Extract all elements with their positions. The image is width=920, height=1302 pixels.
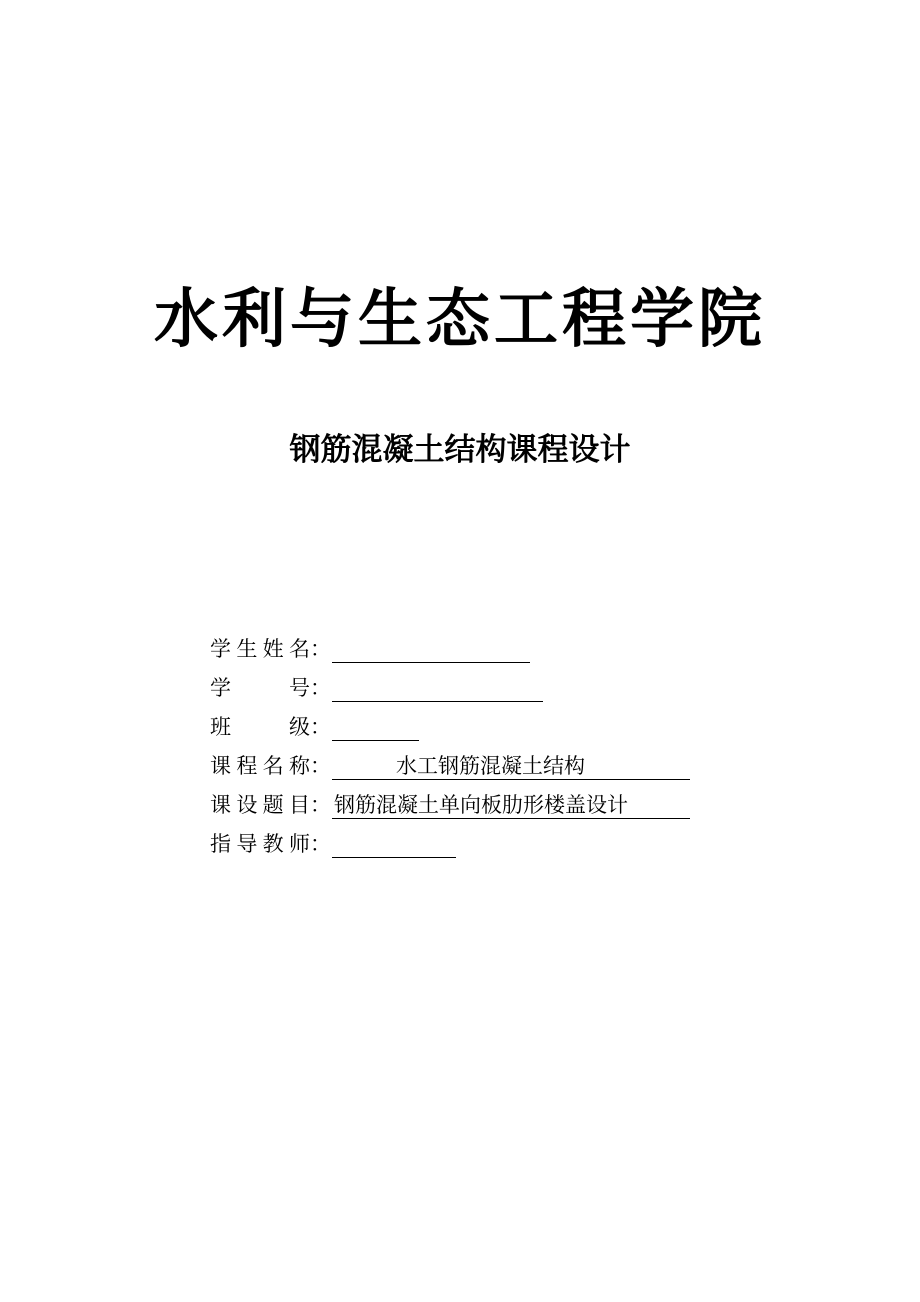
course-name-colon: ：	[310, 754, 331, 778]
instructor-colon: ：	[310, 832, 331, 856]
field-instructor	[210, 819, 730, 858]
field-design-topic	[210, 780, 730, 819]
info-fields	[210, 624, 730, 858]
school-name: 水利与生态工程学院	[154, 282, 766, 357]
design-topic-value: 钢筋混凝土单向板肋形楼盖设计	[332, 792, 690, 819]
design-topic-label: 课设题目	[210, 793, 310, 817]
class-label: 班 级	[210, 715, 310, 739]
course-name-value: 水工钢筋混凝土结构	[332, 753, 690, 780]
student-id-label: 学 号	[210, 676, 310, 700]
design-topic-colon: ：	[310, 793, 331, 817]
field-student-id	[210, 663, 730, 702]
class-value	[332, 714, 419, 741]
course-title: 钢筋混凝土结构课程设计	[289, 432, 631, 468]
student-id-value	[332, 675, 543, 702]
course-name-label: 课程名称	[210, 754, 310, 778]
student-name-colon: ：	[310, 637, 331, 661]
field-course-name	[210, 741, 730, 780]
field-class	[210, 702, 730, 741]
class-colon: ：	[310, 715, 331, 739]
instructor-value	[332, 831, 456, 858]
field-student-name	[210, 624, 730, 663]
student-id-colon: ：	[310, 676, 331, 700]
instructor-label: 指导教师	[210, 832, 310, 856]
student-name-label: 学生姓名	[210, 637, 310, 661]
student-name-value	[332, 636, 530, 663]
